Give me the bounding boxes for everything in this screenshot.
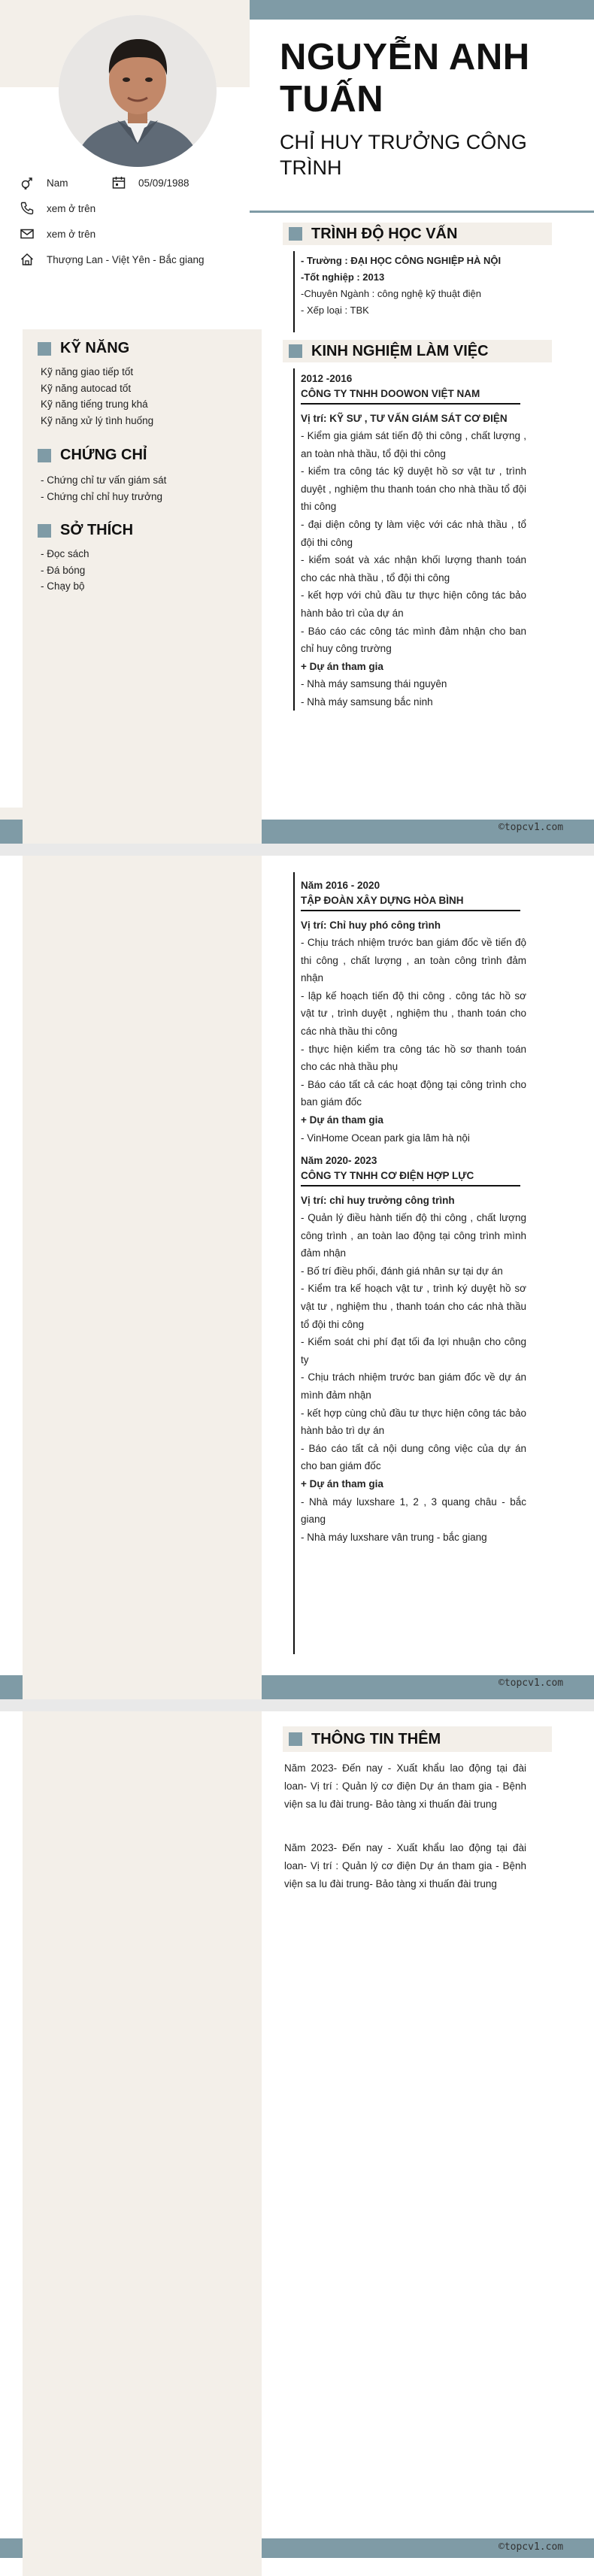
other-info-body <box>284 1759 526 1893</box>
hobby-item: - Chạy bộ <box>41 580 85 592</box>
home-icon <box>20 252 35 267</box>
other-info-paragraph: Năm 2023- Đến nay - Xuất khẩu lao động tại đài loan- Vị trí : Quản lý cơ điện Dự án tham gia - Bệnh viện sa lu đài trung- Bảo tàng xi thuấn đài trung <box>284 1762 526 1810</box>
job-period: 2012 -2016 <box>301 373 353 384</box>
job-duty: - Bố trí điều phối, đánh giá nhân sự tại dự án <box>301 1265 503 1277</box>
job-duty: - Kiểm soát chi phí đạt tối đa lợi nhuận cho công ty <box>301 1336 526 1365</box>
experience-heading-label: KINH NGHIỆM LÀM VIỆC <box>311 342 489 359</box>
job-entry-2 <box>301 878 526 1147</box>
education-school: - Trường : ĐẠI HỌC CÔNG NGHIỆP HÀ NỘI <box>301 255 502 266</box>
dob-value: 05/09/1988 <box>138 177 189 189</box>
left-panel-footer <box>23 1675 262 1699</box>
skill-item: Kỹ năng xử lý tình huống <box>41 414 154 426</box>
title-line-2: TRÌNH <box>280 156 342 179</box>
other-info-paragraph: Năm 2023- Đến nay - Xuất khẩu lao động tại đài loan- Vị trí : Quản lý cơ điện Dự án tham gia - Bệnh viện sa lu đài trung- Bảo tàng xi thuấn đài trung <box>284 1842 526 1890</box>
job-duty: - kiểm soát và xác nhận khối lượng thanh toán cho các nhà thầu , tổ đội thi công <box>301 554 526 583</box>
job-duty: - đại diện công ty làm việc với các nhà thầu , tổ đội thi công <box>301 518 526 548</box>
experience-heading <box>283 340 552 362</box>
certificates-list <box>41 472 166 505</box>
heading-square-icon <box>38 449 51 462</box>
skill-item: Kỹ năng autocad tốt <box>41 382 132 394</box>
job-project: - VinHome Ocean park gia lâm hà nội <box>301 1132 470 1144</box>
left-panel <box>23 1711 262 2576</box>
job-company: TẬP ĐOÀN XÂY DỰNG HÒA BÌNH <box>301 895 464 906</box>
watermark: ©topcv1.com <box>499 822 564 833</box>
address-row <box>20 251 205 268</box>
job-duty: - kết hợp cùng chủ đầu tư thực hiện công tác bảo hành bảo trì dự án <box>301 1407 526 1437</box>
certificate-item: - Chứng chỉ chỉ huy trưởng <box>41 490 162 502</box>
job-duty: - kết hợp với chủ đầu tư thực hiện công tác bảo hành bảo trì của dự án <box>301 589 526 619</box>
dob-row <box>111 174 189 191</box>
timeline-line <box>293 368 295 711</box>
title-line-1: CHỈ HUY TRƯỞNG CÔNG <box>280 131 527 153</box>
job-duty: - Chịu trách nhiệm trước ban giám đốc về tiến độ thi công , chất lượng , an toàn công trình đảm nhận <box>301 937 526 984</box>
job-entry-3 <box>301 1153 526 1546</box>
certificates-heading-label: CHỨNG CHỈ <box>60 447 147 463</box>
job-title <box>280 129 565 180</box>
job-duty: - Kiểm tra kế hoạch vật tư , trình ký duyệt hồ sơ vật tư , nghiệm thu , thanh toán cho các nhà thầu tổ đội thi công <box>301 1283 526 1330</box>
job-duty: - Báo cáo các công tác mình đảm nhận cho ban chỉ huy công trường <box>301 625 526 655</box>
bottom-accent-bar <box>0 820 23 844</box>
other-info-heading-label: THÔNG TIN THÊM <box>311 1730 441 1747</box>
job-projects-label: + Dự án tham gia <box>301 1114 383 1126</box>
phone-icon <box>20 201 35 216</box>
certificate-item: - Chứng chỉ tư vấn giám sát <box>41 474 167 486</box>
job-role: Vị trí: KỸ SƯ , TƯ VẤN GIÁM SÁT CƠ ĐIỆN <box>301 413 508 424</box>
job-company: CÔNG TY TNHH DOOWON VIỆT NAM <box>301 388 480 399</box>
heading-square-icon <box>289 344 302 358</box>
cv-page-3 <box>0 1711 594 2576</box>
heading-square-icon <box>38 342 51 356</box>
job-duty: - Báo cáo tất cả nội dung công việc của dự án cho ban giám đốc <box>301 1442 526 1472</box>
phone-row <box>20 200 95 217</box>
certificates-heading <box>38 447 147 464</box>
name-line-2: TUẤN <box>280 79 384 120</box>
hobbies-list <box>41 546 89 595</box>
timeline-line <box>293 1150 295 1654</box>
job-divider <box>301 1185 520 1186</box>
job-project: - Nhà máy luxshare vân trung - bắc giang <box>301 1531 487 1543</box>
job-duty: - kiểm tra công tác kỹ duyệt hồ sơ vật tư , trình duyệt , nghiệm thu thanh toán cho nhà thầu tổ đội thi công <box>301 465 526 513</box>
email-value: xem ở trên <box>47 228 96 240</box>
hobbies-heading-label: SỞ THÍCH <box>60 522 134 538</box>
header-divider <box>250 211 594 213</box>
education-details <box>301 253 501 319</box>
education-heading <box>283 223 552 245</box>
job-role: Vị trí: chỉ huy trưởng công trình <box>301 1195 455 1206</box>
name-line-1: NGUYỄN ANH <box>280 37 530 77</box>
cv-page-1 <box>0 0 594 844</box>
page-gap <box>0 844 594 856</box>
job-duty: - Báo cáo tất cả các hoạt động tại công trình cho ban giám đốc <box>301 1078 526 1108</box>
bottom-accent-bar <box>0 2538 23 2558</box>
education-graduation: -Tốt nghiệp : 2013 <box>301 271 385 283</box>
gender-value: Nam <box>47 177 68 189</box>
full-name <box>280 36 580 120</box>
left-panel-footer <box>0 808 262 844</box>
job-project: - Nhà máy luxshare 1, 2 , 3 quang châu - bắc giang <box>301 1496 526 1526</box>
job-period: Năm 2020- 2023 <box>301 1155 377 1166</box>
job-entry-1 <box>301 371 526 711</box>
gender-icon <box>20 175 35 190</box>
skill-item: Kỹ năng giao tiếp tốt <box>41 366 134 377</box>
job-duty: - Quản lý điều hành tiến độ thi công , chất lượng công trình , an toàn lao động tại công trình mình đảm nhận <box>301 1212 526 1259</box>
job-project: - Nhà máy samsung bắc ninh <box>301 696 433 708</box>
hobby-item: - Đọc sách <box>41 548 89 559</box>
job-company: CÔNG TY TNHH CƠ ĐIỆN HỢP LỰC <box>301 1170 474 1181</box>
bottom-accent-bar <box>0 1675 23 1699</box>
job-duty: - thực hiện kiểm tra công tác hồ sơ thanh toán cho các nhà thầu phụ <box>301 1043 526 1073</box>
calendar-icon <box>111 175 126 190</box>
phone-value: xem ở trên <box>47 202 96 214</box>
avatar-photo <box>59 15 217 167</box>
watermark: ©topcv1.com <box>499 1677 564 1689</box>
job-projects-label: + Dự án tham gia <box>301 1477 383 1490</box>
page-gap <box>0 1699 594 1711</box>
skills-heading <box>38 340 129 357</box>
job-divider <box>301 403 520 405</box>
hobbies-heading <box>38 522 133 539</box>
job-projects-label: + Dự án tham gia <box>301 660 383 672</box>
top-accent-bar <box>250 0 594 20</box>
job-duty: - Chịu trách nhiệm trước ban giám đốc về dự án mình đảm nhận <box>301 1371 526 1401</box>
timeline-line <box>293 251 295 332</box>
watermark: ©topcv1.com <box>499 2541 564 2553</box>
skill-item: Kỹ năng tiếng trung khá <box>41 399 148 410</box>
heading-square-icon <box>289 1732 302 1746</box>
job-project: - Nhà máy samsung thái nguyên <box>301 678 447 690</box>
education-heading-label: TRÌNH ĐỘ HỌC VẤN <box>311 225 458 242</box>
job-duty: - lập kế hoạch tiến độ thi công . công tác hồ sơ vật tư , trình duyệt , nghiệm thu , thanh toán cho các nhà thầu thi công <box>301 989 526 1037</box>
heading-square-icon <box>289 227 302 241</box>
job-period: Năm 2016 - 2020 <box>301 880 380 891</box>
job-role: Vị trí: Chỉ huy phó công trình <box>301 920 441 931</box>
job-duty: - Kiểm gia giám sát tiến độ thi công , chất lượng , an toàn nhà thầu, tổ đội thi công <box>301 430 526 459</box>
left-panel <box>23 856 262 1675</box>
cv-page-2 <box>0 856 594 1699</box>
education-rank: - Xếp loại : TBK <box>301 305 369 316</box>
email-row <box>20 226 95 242</box>
hobby-item: - Đá bóng <box>41 564 86 576</box>
avatar <box>59 15 217 167</box>
job-divider <box>301 910 520 911</box>
skills-list <box>41 364 153 429</box>
gender-row <box>20 174 68 191</box>
address-value: Thượng Lan - Việt Yên - Bắc giang <box>47 253 205 265</box>
skills-heading-label: KỸ NĂNG <box>60 340 130 356</box>
other-info-heading <box>283 1726 552 1752</box>
heading-square-icon <box>38 524 51 538</box>
education-major: -Chuyên Ngành : công nghệ kỹ thuật điện <box>301 288 481 299</box>
email-icon <box>20 226 35 241</box>
